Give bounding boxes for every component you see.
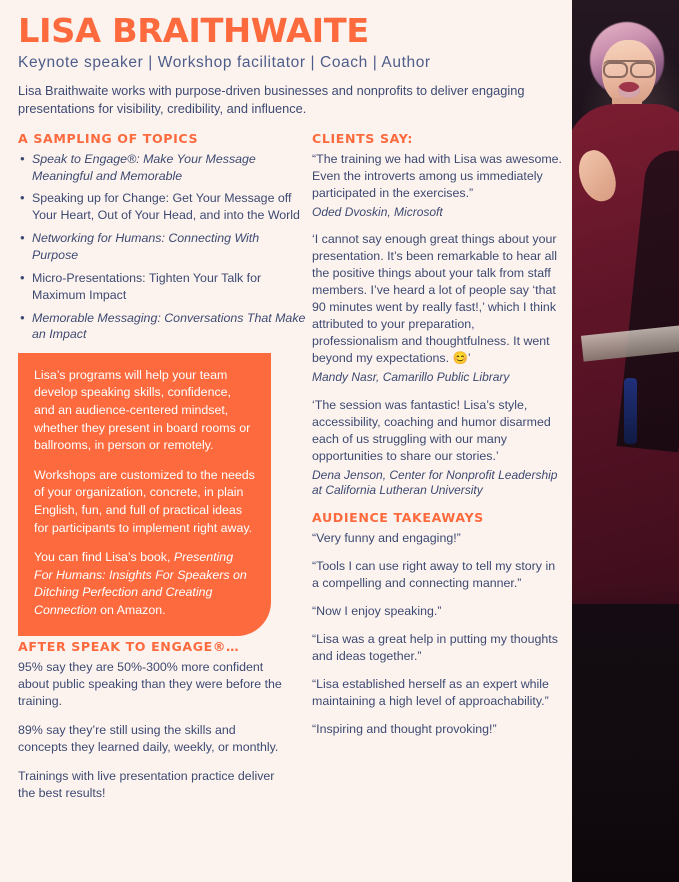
speaker-portrait xyxy=(572,0,679,882)
list-item: • Networking for Humans: Connecting With Purpose xyxy=(18,230,308,264)
microphone-icon xyxy=(624,378,637,444)
list-item: “Lisa was a great help in putting my thoughts and ideas together.” xyxy=(312,631,558,663)
testimonial-attribution: Mandy Nasr, Camarillo Public Library xyxy=(312,370,510,385)
roles-subtitle: Keynote speaker | Workshop facilitator | Coach | Author xyxy=(18,53,431,71)
after-speak-heading: AFTER SPEAK TO ENGAGE®… xyxy=(18,638,240,654)
list-item: “Tools I can use right away to tell my story in a compelling and connecting manner.” xyxy=(312,558,556,590)
page-title: LISA BRAITHWAITE xyxy=(18,11,369,50)
list-item: “Inspiring and thought provoking!” xyxy=(312,721,497,736)
testimonial-quote: “The training we had with Lisa was awesome. Even the introverts among us immediately participated in the exercises.” xyxy=(312,151,562,200)
list-item: • Memorable Messaging: Conversations That Make an Impact xyxy=(18,310,308,344)
testimonial-attribution: Oded Dvoskin, Microsoft xyxy=(312,204,443,219)
highlight-paragraph-3 xyxy=(34,549,255,619)
left-column xyxy=(18,131,308,350)
takeaways-heading: AUDIENCE TAKEAWAYS xyxy=(312,509,484,525)
topics-heading: A SAMPLING OF TOPICS xyxy=(18,130,199,146)
list-item: • Speak to Engage®: Make Your Message Meaningful and Memorable xyxy=(18,151,308,185)
after-speak-stat-1: 95% say they are 50%-300% more confident about public speaking than they were before the training. xyxy=(18,659,282,709)
intro-paragraph: Lisa Braithwaite works with purpose-driven businesses and nonprofits to deliver engaging presentations for visibility, credibility, and influence. xyxy=(18,82,525,117)
list-item: “Lisa established herself as an expert while maintaining a high level of approachability.” xyxy=(312,676,549,708)
list-item: • Micro-Presentations: Tighten Your Talk for Maximum Impact xyxy=(18,270,308,304)
book-outro-text: on Amazon. xyxy=(96,603,166,618)
book-title: Presenting For Humans: Insights For Speakers on Ditching Perfection and Creating Connection xyxy=(34,550,247,618)
list-item: “Now I enjoy speaking.” xyxy=(312,603,442,618)
takeaways-list xyxy=(312,530,562,738)
topics-list xyxy=(18,151,308,344)
book-intro-text: You can find Lisa’s book, xyxy=(34,550,174,565)
right-column xyxy=(312,131,562,749)
testimonial-attribution: Dena Jenson, Center for Nonprofit Leadership at California Lutheran University xyxy=(312,467,558,498)
highlight-paragraph-1: Lisa’s programs will help your team develop speaking skills, confidence, and an audience-centered mindset, whether they present in board rooms or ballrooms, in person or remotely. xyxy=(34,367,251,453)
glasses-icon xyxy=(603,60,655,73)
portrait-vignette xyxy=(572,582,679,882)
portrait-mouth xyxy=(618,82,640,98)
after-speak-section xyxy=(18,639,288,814)
after-speak-stat-3: Trainings with live presentation practice deliver the best results! xyxy=(18,768,275,800)
highlight-block xyxy=(18,353,271,636)
list-item: • Speaking up for Change: Get Your Message off Your Heart, Out of Your Head, and into the World xyxy=(18,190,308,224)
testimonial-quote: ‘I cannot say enough great things about your presentation. It’s been remarkable to hear all the positive things about your talk from staff members. I’ve heard a lot of people say ‘that 90 minutes went by really fast!,’ which I think attributed to your preparation, professionalism and thoughtfulness. It went beyond my expectations. 😊’ xyxy=(312,232,557,366)
after-speak-stat-2: 89% say they’re still using the skills and concepts they learned daily, weekly, or monthly. xyxy=(18,722,279,755)
testimonial-quote: ‘The session was fantastic! Lisa’s style, accessibility, coaching and humor disarmed each of us struggling with our many opportunities to share our stories.’ xyxy=(312,397,551,463)
list-item: “Very funny and engaging!” xyxy=(312,530,461,545)
highlight-paragraph-2: Workshops are customized to the needs of your organization, concrete, in plain English, fun, and full of practical ideas for participants to implement right away. xyxy=(34,467,255,535)
clients-say-heading: CLIENTS SAY: xyxy=(312,130,414,146)
